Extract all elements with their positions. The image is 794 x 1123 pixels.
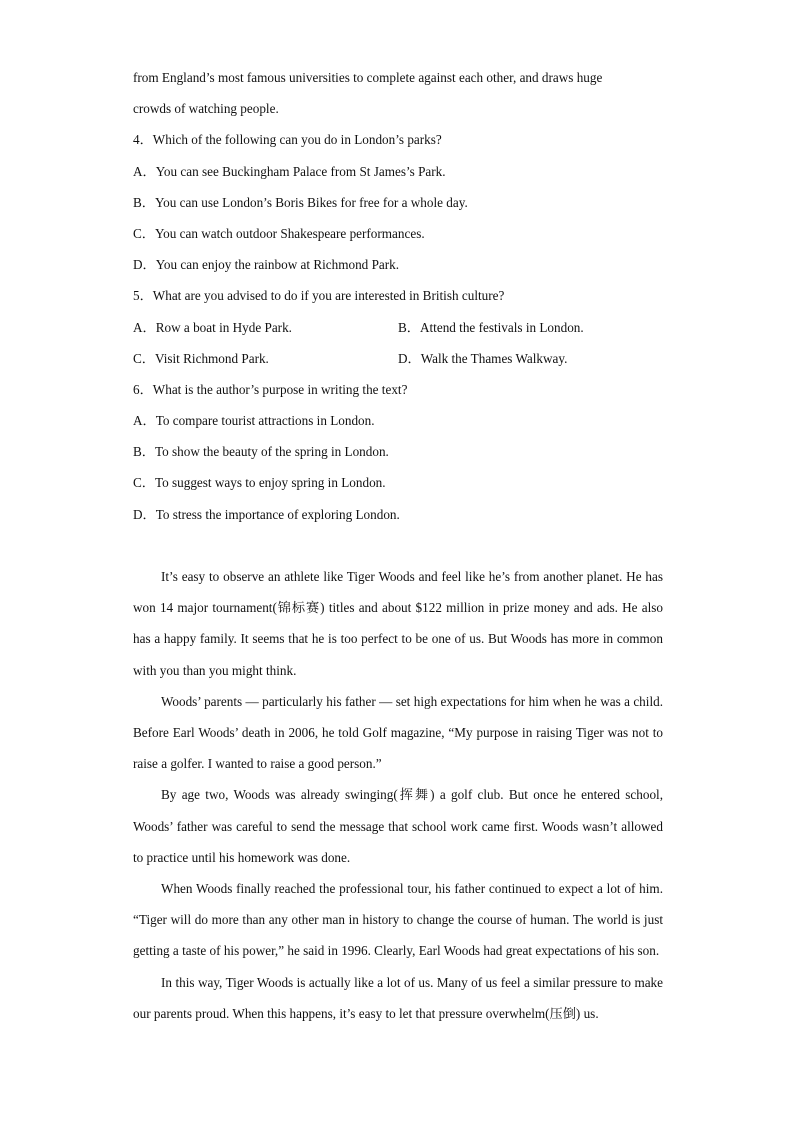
reading-passage <box>133 561 663 1029</box>
question-6-stem: 6．What is the author’s purpose in writing the text? <box>133 381 408 397</box>
continuation-line-1: from England’s most famous universities to complete against each other, and draws huge <box>133 70 603 85</box>
question-5-options-row-1 <box>133 312 663 343</box>
question-4-option-b: B．You can use London’s Boris Bikes for free for a whole day. <box>133 194 468 210</box>
passage-paragraph-2: Woods’ parents — particularly his father — set high expectations for him when he was a child. Before Earl Woods’ death in 2006, he told Golf magazine, “My purpose in raising Tiger was not to raise a golfer. I wanted to raise a good person.” <box>133 693 663 772</box>
continuation-line-2: crowds of watching people. <box>133 101 279 117</box>
question-4-option-c: C．You can watch outdoor Shakespeare performances. <box>133 225 425 241</box>
question-5-option-c: C．Visit Richmond Park. <box>133 350 269 366</box>
question-6-option-b: B．To show the beauty of the spring in London. <box>133 444 389 460</box>
question-6-option-a: A．To compare tourist attractions in London. <box>133 413 375 429</box>
question-5-option-b: B．Attend the festivals in London. <box>398 319 584 335</box>
question-5-option-a: A．Row a boat in Hyde Park. <box>133 319 292 335</box>
passage-paragraph-1: It’s easy to observe an athlete like Tiger Woods and feel like he’s from another planet. He has won 14 major tournament(锦标赛) titles and about $122 million in prize money and ads. He also has a happy family. It seems that he is too perfect to be one of us. But Woods has more in common with you than you might think. <box>133 569 663 678</box>
passage-paragraph-4: When Woods finally reached the professional tour, his father continued to expect a lot of him. “Tiger will do more than any other man in history to change the course of human. The world is just getting a taste of his power,” he said in 1996. Clearly, Earl Woods had great expectations of his son. <box>133 881 663 959</box>
question-6-option-c: C．To suggest ways to enjoy spring in London. <box>133 475 386 491</box>
question-5-option-d: D．Walk the Thames Walkway. <box>398 350 568 366</box>
passage-paragraph-5: In this way, Tiger Woods is actually like a lot of us. Many of us feel a similar pressure to make our parents proud. When this happens, it’s easy to let that pressure overwhelm(压倒) us. <box>133 974 663 1021</box>
question-5-options-row-2 <box>133 343 663 374</box>
question-6-option-d: D．To stress the importance of exploring London. <box>133 506 400 522</box>
question-4-option-a: A．You can see Buckingham Palace from St James’s Park. <box>133 163 446 179</box>
question-4-option-d: D．You can enjoy the rainbow at Richmond Park. <box>133 257 400 273</box>
question-5-stem: 5．What are you advised to do if you are interested in British culture? <box>133 288 505 304</box>
document-page <box>133 62 663 1029</box>
passage-paragraph-3: By age two, Woods was already swinging(挥舞) a golf club. But once he entered school, Woods’ father was careful to send the message that school work came first. Woods wasn’t allowed to practice until his homework was done. <box>133 787 663 865</box>
section-gap <box>133 530 663 561</box>
question-4-stem: 4．Which of the following can you do in London’s parks? <box>133 132 442 148</box>
